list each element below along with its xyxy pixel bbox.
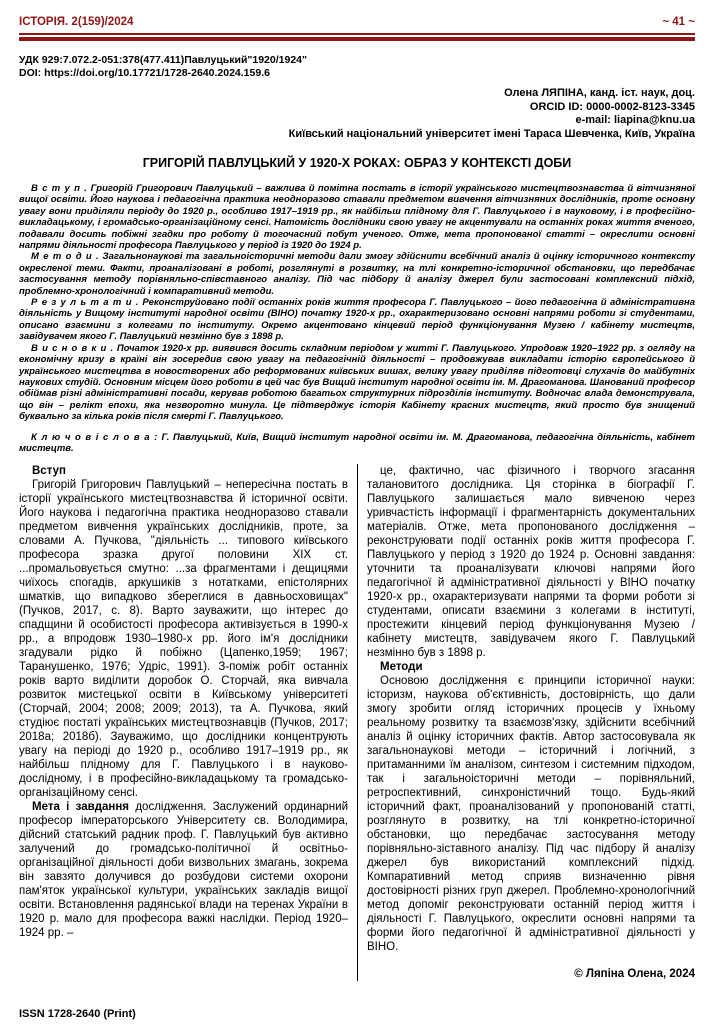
running-header	[19, 16, 695, 28]
abstract-conclusions	[19, 343, 695, 423]
abstract-intro-label: В с т у п .	[31, 183, 88, 194]
article-title: ГРИГОРІЙ ПАВЛУЦЬКИЙ У 1920-Х РОКАХ: ОБРАЗ У КОНТЕКСТІ ДОБИ	[142, 156, 572, 170]
abstract	[19, 183, 695, 454]
author-email: e-mail: liapina@knu.ua	[575, 114, 695, 126]
udc-line: УДК 929:7.072.2-051:378(477.411)Павлуцький"1920/1924"	[19, 54, 307, 66]
issn-line: ISSN 1728-2640 (Print)	[19, 1008, 136, 1020]
section-heading-methods: Методи	[380, 661, 423, 674]
doi-line: DOI: https://doi.org/10.17721/1728-2640.2024.159.6	[19, 67, 270, 79]
abstract-methods-text: Загальнонаукові та загальноісторичні методи дали змогу здійснити всебічний аналіз й оцінку історичного контексту окресленої теми. Факти, проаналізовані в роботі, розглянуті в розвитку, на тлі конкретно-історичної обстановки, що передбачає застосування методу порівняльно-співставного аналізу. Під час підбору й аналізу джерел були застосовані комплексний підхід, проблемно-хронологічний і компаративний методи.	[19, 251, 695, 297]
right-paragraph-2: Основою дослідження є принципи історичної науки: історизм, наукова об'єктивність, достовірність, що дали змогу зробити огляд історичних процесів у їхньому реальному розвитку та взаємозв'язку, здійснити всебічний аналіз й оцінку історичних фактів. Автор застосовувала як загальнонаукові методи – історичний і логічний, з притаманними їм аналізом, синтезом і системним підходом, так і загальноісторичні методи – порівняльний, ретроспективний, синхроністичний тощо. Будь-який історичний факт, проаналізований у пропонованій статті, розглянуто в розвитку, на тлі конкретно-історичної обстановки, що передбачає застосування методу порівняльно-зіставного аналізу. Під час підбору й аналізу джерел був використаний комплексний підхід. Компаративний метод сприяв визначенню рівня достовірності різних груп джерел. Проблемно-хронологічний метод допоміг реконструювати останній період життя і діяльності Г. Павлуцького, окреслити основні напрями та форми його педагогічної й адміністративної діяльності у ВІНО.	[367, 675, 695, 954]
author-affiliation: Київський національний університет імені Тараса Шевченка, Київ, Україна	[288, 127, 695, 140]
author-name: Олена ЛЯПІНА, канд. іст. наук, доц.	[504, 87, 695, 99]
page-number: ~ 41 ~	[662, 16, 695, 28]
keywords-label: К л ю ч о в і с л о в а :	[31, 431, 158, 443]
abstract-results	[19, 297, 695, 343]
header-rule-thin	[19, 33, 695, 35]
author-block	[19, 87, 695, 141]
abstract-conclusions-label: В и с н о в к и .	[31, 342, 114, 354]
journal-name: ІСТОРІЯ. 2(159)/2024	[19, 16, 134, 28]
keywords	[19, 432, 695, 455]
abstract-intro	[19, 183, 695, 251]
article-body	[19, 464, 695, 981]
article-meta	[19, 54, 695, 80]
goal-lead: Мета і завдання	[32, 801, 130, 814]
keywords-text: Г. Павлуцький, Київ, Вищий інститут народної освіти ім. М. Драгоманова, педагогічна діяльність, кабінет мистецтв.	[19, 431, 695, 454]
goal-rest: дослідження. Заслужений ординарний професор імператорського Університету св. Володимира, дійсний статський радник проф. Г. Павлуцький був активно залучений до громадсько-політичної й освітньо-організаційної діяльності доби визвольних змагань, зокрема він завзято долучився до розбудови системи охорони пам'яток української культури, українських закладів вищої освіти. Встановлення радянської влади на теренах України в 1920 р. мало для професора важкі наслідки. Період 1920–1924 рр. –	[19, 801, 348, 940]
abstract-results-text: Реконструйовано події останніх років життя професора Г. Павлуцького – його педагогічна й адміністративна діяльність у Вищому інституті народної освіти (ВІНО) початку 1920-х рр., охарактеризовано основні напрями роботи зі студентами, описано взаємини з колегами по інституту. Окремо акцентовано кінцевий період функціонування Музею / кабінету мистецтв, завідувачем якого Г. Павлуцький незмінно був з 1898 р.	[19, 297, 695, 343]
section-heading-intro: Вступ	[32, 465, 66, 478]
abstract-methods	[19, 251, 695, 297]
abstract-results-label: Р е з у л ь т а т и .	[31, 297, 139, 309]
abstract-methods-label: М е т о д и .	[31, 251, 100, 263]
header-rule-thick	[19, 37, 695, 41]
author-orcid: ORCID ID: 0000-0002-8123-3345	[529, 100, 695, 113]
abstract-conclusions-text: Початок 1920-х рр. виявився досить складним періодом у житті Г. Павлуцького. Упродовж 1920–1922 рр. з огляду на економічну кризу в країні він зосередив свою увагу на педагогічній діяльності – продовжував викладати історію європейського й українського мистецтва в новостворених або реформованих київських вишах, велику увагу приділяв підготовці слухачів до майбутніх наукових студій. Основним місцем його роботи в цей час був Вищий інститут народної освіти ім. М. Драгоманова. Шанований професор обіймав різні адміністративні посади, керував роботою багатьох структурних підрозділів інституту. Водночас влада демонструвала, що він – релікт епохи, яка незворотно минула. Це підтверджує історія Кабінету красних мистецтв, який просто був знищений буквально за кілька років після смерті Г. Павлуцького.	[19, 342, 695, 423]
abstract-intro-text: Григорій Григорович Павлуцький – важлива й помітна постать в історії українського мистецтвознавства й вітчизняної вищої освіти. Його наукова і педагогічна практика неодноразово ставали предметом вивчення вітчизняних дослідників, проте основну увагу вони приділяли періоду до 1920 р., особливо 1917–1919 рр., як найбільш плідному для Г. Павлуцького і в науковому, і в професійно-викладацькому, і громадсько-організаційному сенсі. Натомість дослідники свою увагу не акцентували на останніх роках життя вченого, подавали досить побіжні згадки про роботу й тогочасний побут ученого. Отже, мета пропонованої статті – окреслити основні напрями діяльності професора Павлуцького у період із 1920 до 1924 р.	[19, 183, 696, 252]
right-column	[357, 464, 695, 981]
left-column	[19, 464, 357, 981]
copyright-line: © Ляпіна Олена, 2024	[574, 968, 695, 981]
right-paragraph-1: це, фактично, час фізичного і творчого згасання талановитого дослідника. Ця сторінка в біографії Г. Павлуцького залишається мало вивченою через уривчастість інформації і фрагментарність документальних матеріалів. Отже, мета пропонованого дослідження – реконструювати події останніх років життя професора Г. Павлуцького у період з 1920 до 1924 р. Основні завдання: уточнити та проаналізувати ключові напрями його педагогічної й адміністративної діяльності у ВІНО початку 1920-х рр., охарактеризувати напрями та форми роботи зі студентами, описати взаємини з колегами в інституті, простежити кінцевий період функціонування Музею / кабінету мистецтв, завідувачем якого Г. Павлуцький незмінно був з 1898 р.	[367, 465, 695, 660]
left-paragraph-2	[19, 800, 348, 940]
left-paragraph-1: Григорій Григорович Павлуцький – непересічна постать в історії українського мистецтвознавства й історичної освіти. Його наукова і педагогічна практика неодноразово ставали предметом вивчення українських дослідників, проте, за словами А. Пучкова, "діяльність ... типового київського професора зразка другої половини XIX ст. ...промальовується смутно: ...за фрагментами і дещицями чиїхось спогадів, аркушиків з нотатками, епістолярних шматків, що випадково збереглися в давньосховищах" (Пучков, 2017, с. 8). Варто зауважити, що інтерес до спадщини й особистості професора активізується в 1990-х рр., а впродовж 1930–1980-х рр. його ім'я дослідники згадували рідко й побіжно (Цапенко,1959; 1967; Таранушенко, 1976; Удріс, 1991). З-поміж робіт останніх років варто виділити доробок О. Сторчай, яка вивчала розвиток мистецької освіти в Київському університеті (Сторчай, 2004; 2008; 2009; 2013), та А. Пучкова, який студіює постаті українських мистецтвознавців (Пучков, 2017; 2018а; 2018б). Зауважимо, що дослідники концентрують увагу на періоді до 1920 р., особливо 1917–1919 рр., як найбільш плідному для Г. Павлуцького і в науково-дослідному, і в професійно-викладацькому та громадсько-організаційному сенсі.	[19, 479, 348, 800]
